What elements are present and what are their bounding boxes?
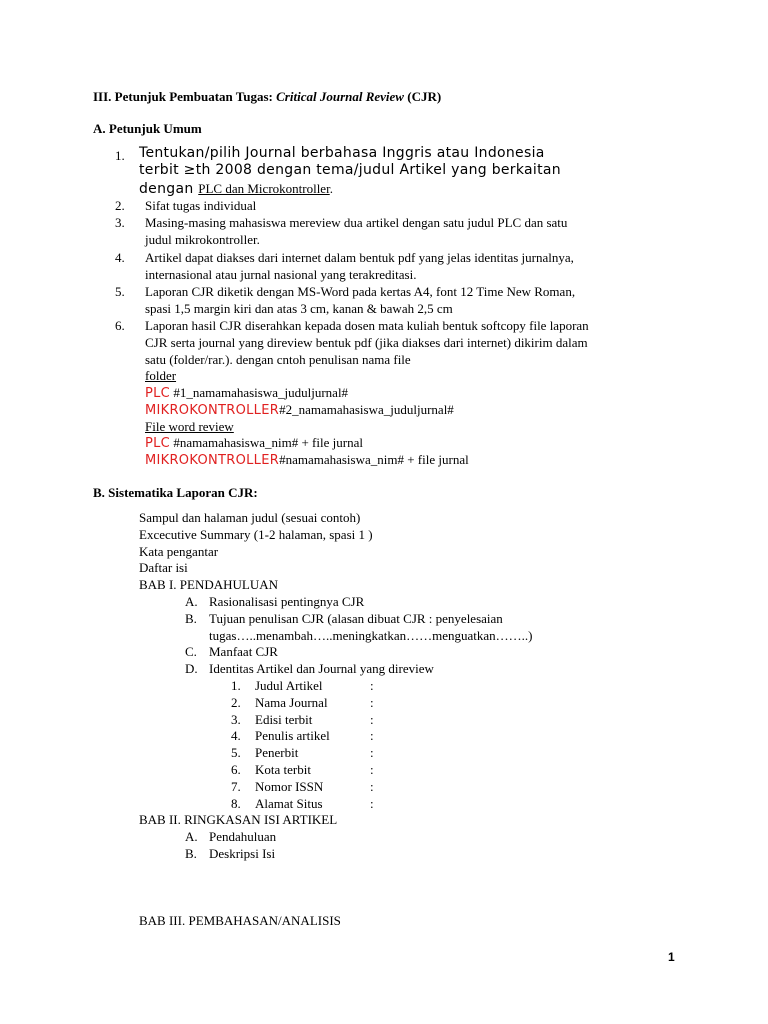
section-a-heading: A. Petunjuk Umum (93, 121, 202, 136)
item-1-line-1: Tentukan/pilih Journal berbahasa Inggris atau Indonesia (139, 145, 545, 161)
item-1-line-2: terbit ≥th 2008 dengan tema/judul Artikel yang berkaitan (139, 162, 561, 178)
item-5-number: 5. (115, 284, 125, 299)
identitas-label: Penulis artikel (255, 728, 330, 743)
identitas-colon: : (370, 712, 374, 727)
identitas-colon: : (370, 745, 374, 760)
section-b-heading: B. Sistematika Laporan CJR: (93, 485, 258, 500)
item-1-line-3: dengan PLC dan Microkontroller. (139, 181, 333, 197)
item-6-number: 6. (115, 318, 125, 333)
bab-1-item-letter: A. (185, 594, 198, 609)
identitas-number: 3. (231, 712, 241, 727)
bab-1-item-letter: D. (185, 661, 198, 676)
item-2-number: 2. (115, 198, 125, 213)
identitas-colon: : (370, 678, 374, 693)
identitas-colon: : (370, 728, 374, 743)
identitas-label: Judul Artikel (255, 678, 323, 693)
item-4-number: 4. (115, 250, 125, 265)
bab-1-item-text: Rasionalisasi pentingnya CJR (209, 594, 365, 609)
identitas-label: Nama Journal (255, 695, 328, 710)
identitas-number: 7. (231, 779, 241, 794)
item-3-line-1: Masing-masing mahasiswa mereview dua artikel dengan satu judul PLC dan satu (145, 215, 568, 230)
page-number: 1 (668, 950, 675, 964)
identitas-label: Kota terbit (255, 762, 311, 777)
identitas-label: Nomor ISSN (255, 779, 324, 794)
folder-name-mikrokontroller: MIKROKONTROLLER#2_namamahasiswa_juduljurnal# (145, 402, 454, 418)
bab-2-item-text: Pendahuluan (209, 829, 277, 844)
identitas-number: 1. (231, 678, 241, 693)
bab-2-item-text: Deskripsi Isi (209, 846, 276, 861)
identitas-label: Penerbit (255, 745, 299, 760)
outline-line-2: Excecutive Summary (1-2 halaman, spasi 1 ) (139, 527, 373, 542)
item-3-number: 3. (115, 215, 125, 230)
item-3-line-2: judul mikrokontroller. (145, 232, 260, 247)
file-name-mikrokontroller: MIKROKONTROLLER#namamahasiswa_nim# + file jurnal (145, 452, 469, 468)
bab-2-item-letter: A. (185, 829, 198, 844)
identitas-number: 2. (231, 695, 241, 710)
bab-1-heading: BAB I. PENDAHULUAN (139, 577, 279, 592)
bab-1-item-text: Tujuan penulisan CJR (alasan dibuat CJR : penyelesaian (209, 611, 503, 626)
document-title: III. Petunjuk Pembuatan Tugas: Critical Journal Review (CJR) (93, 89, 442, 104)
identitas-label: Edisi terbit (255, 712, 313, 727)
identitas-number: 4. (231, 728, 241, 743)
bab-1-item-letter: B. (185, 611, 197, 626)
item-5-line-2: spasi 1,5 margin kiri dan atas 3 cm, kanan & bawah 2,5 cm (145, 301, 453, 316)
bab-2-item-letter: B. (185, 846, 197, 861)
identitas-colon: : (370, 762, 374, 777)
outline-line-3: Kata pengantar (139, 544, 219, 559)
bab-1-item-letter: C. (185, 644, 197, 659)
bab-1-item-text-continued: tugas…..menambah…..meningkatkan……menguatkan……..) (209, 628, 533, 643)
identitas-colon: : (370, 695, 374, 710)
item-4-line-2: internasional atau jurnal nasional yang terakreditasi. (145, 267, 417, 282)
item-1-number: 1. (115, 148, 125, 163)
item-6-line-1: Laporan hasil CJR diserahkan kepada dosen mata kuliah bentuk softcopy file laporan (145, 318, 589, 333)
item-6-line-2: CJR serta journal yang direview bentuk pdf (jika diakses dari internet) dikirim dalam (145, 335, 588, 350)
file-word-review-label: File word review (145, 419, 234, 434)
file-name-plc: PLC #namamahasiswa_nim# + file jurnal (145, 435, 363, 451)
bab-3-heading: BAB III. PEMBAHASAN/ANALISIS (139, 913, 341, 928)
outline-line-1: Sampul dan halaman judul (sesuai contoh) (139, 510, 361, 525)
identitas-colon: : (370, 796, 374, 811)
identitas-colon: : (370, 779, 374, 794)
identitas-number: 8. (231, 796, 241, 811)
folder-name-plc: PLC #1_namamahasiswa_juduljurnal# (145, 385, 349, 401)
bab-1-item-text: Identitas Artikel dan Journal yang direview (209, 661, 434, 676)
outline-line-4: Daftar isi (139, 560, 188, 575)
bab-1-item-text: Manfaat CJR (209, 644, 278, 659)
item-4-line-1: Artikel dapat diakses dari internet dalam bentuk pdf yang jelas identitas jurnalnya, (145, 250, 574, 265)
identitas-label: Alamat Situs (255, 796, 323, 811)
identitas-number: 6. (231, 762, 241, 777)
item-2-text: Sifat tugas individual (145, 198, 257, 213)
item-6-line-3: satu (folder/rar.). dengan cntoh penulisan nama file (145, 352, 411, 367)
folder-label: folder (145, 368, 177, 383)
identitas-number: 5. (231, 745, 241, 760)
bab-2-heading: BAB II. RINGKASAN ISI ARTIKEL (139, 812, 338, 827)
item-5-line-1: Laporan CJR diketik dengan MS-Word pada kertas A4, font 12 Time New Roman, (145, 284, 576, 299)
